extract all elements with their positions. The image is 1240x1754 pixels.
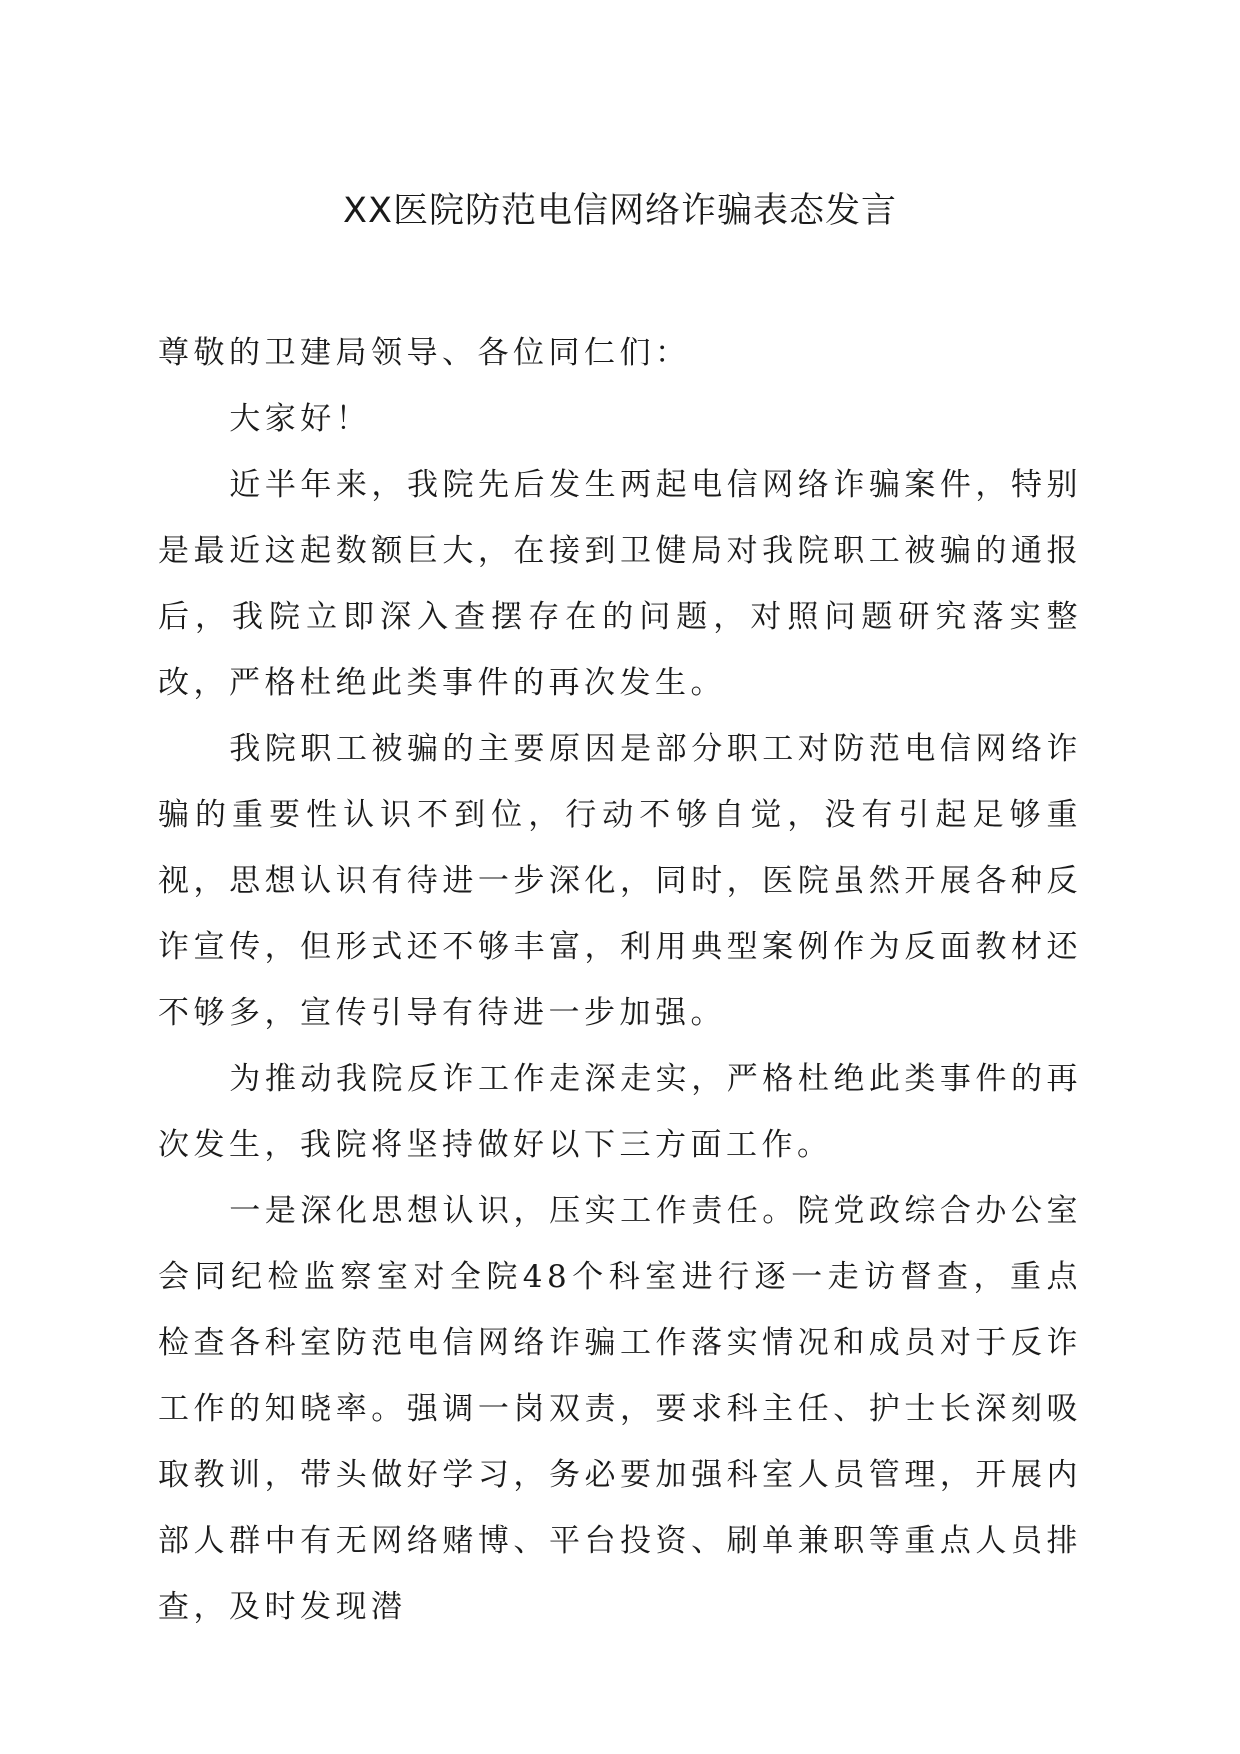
document-body — [158, 320, 1082, 1640]
paragraph-causes: 我院职工被骗的主要原因是部分职工对防范电信网络诈骗的重要性认识不到位，行动不够自觉，没有引起足够重视，思想认识有待进一步深化，同时，医院虽然开展各种反诈宣传，但形式还不够丰富，利用典型案例作为反面教材还不够多，宣传引导有待进一步加强。 — [158, 731, 1082, 1031]
paragraph-plan-intro: 为推动我院反诈工作走深走实，严格杜绝此类事件的再次发生，我院将坚持做好以下三方面工作。 — [158, 1061, 1082, 1163]
paragraph-background: 近半年来，我院先后发生两起电信网络诈骗案件，特别是最近这起数额巨大，在接到卫健局对我院职工被骗的通报后，我院立即深入查摆存在的问题，对照问题研究落实整改，严格杜绝此类事件的再次发生。 — [158, 467, 1082, 701]
paragraph-measure-one: 一是深化思想认识，压实工作责任。院党政综合办公室会同纪检监察室对全院48个科室进行逐一走访督查，重点检查各科室防范电信网络诈骗工作落实情况和成员对于反诈工作的知晓率。强调一岗双责，要求科主任、护士长深刻吸取教训，带头做好学习，务必要加强科室人员管理，开展内部人群中有无网络赌博、平台投资、刷单兼职等重点人员排查，及时发现潜 — [158, 1193, 1082, 1625]
paragraph-greeting: 大家好！ — [229, 401, 372, 437]
salutation: 尊敬的卫建局领导、各位同仁们： — [158, 335, 691, 371]
document-title: XX医院防范电信网络诈骗表态发言 — [343, 191, 897, 231]
